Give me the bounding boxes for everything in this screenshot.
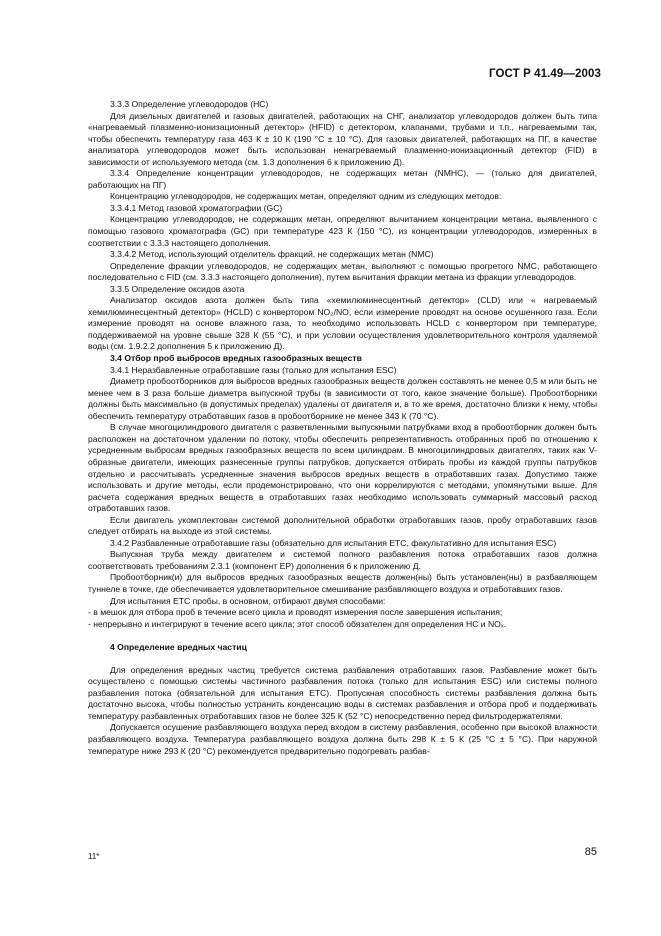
subsection-heading: 3.3.4.2 Метод, использующий отделитель фракций, не содержащих метан (NMC) (110, 249, 434, 260)
document-header: ГОСТ Р 41.49—2003 (489, 68, 601, 80)
paragraph: Концентрацию углеводородов, не содержащих метан, определяют вычитанием концентрации метана, выявленного с помощью газового хроматографа (GC) при температуре 423 К (150 °С), из концентрации углеводородов, измеренных в соответствии с 3.3.3 настоящего дополнения. (88, 214, 597, 248)
list-item: - в мешок для отбора проб в течение всего цикла и проводят измерения после завершения испытания; (88, 607, 503, 618)
paragraph: Диаметр пробоотборников для выбросов вредных газообразных веществ должен составлять не менее 0,5 м или быть не менее чем в 3 раза больше диаметра выпускной трубы (в зависимости от того, какое значение больше). Пробоотборники должны быть максимально (в допустимых пределах) удалены от двигателя и, в то же время, достаточно близки к нему, чтобы обеспечить температуру отработавших газов в пробоотборнике не менее 343 К (70 °С). (88, 376, 597, 421)
subsection-heading: 3.3.4 Определение концентрации углеводородов, не содержащих метан (NMHC), — (только для двигателей, работающих на ПГ) (88, 168, 597, 190)
paragraph: Для определения вредных частиц требуется система разбавления отработавших газов. Разбавление может быть осуществлено с помощью системы частичного разбавления потока (только для испытания ESC) или системы полного разбавления потока (обязательной для испытания ЕТС). Пропускная способность системы разбавления должна быть достаточно высока, чтобы полностью устранить конденсацию воды в системах разбавления и отбора проб и поддерживать температуру разбавленных отработавших газов не более 325 К (52 °С) непосредственно перед фильтродержателями. (88, 664, 597, 721)
page-number: 85 (584, 846, 597, 858)
document-body (88, 99, 597, 757)
list-item: - непрерывно и интегрируют в течение всего цикла; этот способ обязателен для определения НС и NOₓ. (88, 618, 507, 629)
subsection-heading: 3.4.2 Разбавленные отработавшие газы (обязательно для испытания ЕТС, факультативно для испытания ESC) (110, 537, 557, 548)
footer-signature-mark: 11* (88, 852, 100, 861)
paragraph: Концентрацию углеводородов, не содержащих метан, определяют одним из следующих методов: (110, 191, 502, 202)
section-heading: 3.4 Отбор проб выбросов вредных газообразных веществ (110, 353, 362, 364)
paragraph: Определение фракции углеводородов, не содержащих метан, выполняют с помощью прогретого NMC, работающего последовательно с FID (см. 3.3.3 настоящего дополнения), путем вычитания фракции метана из фракции углеводородов. (88, 260, 597, 283)
paragraph: Пробоотборник(и) для выбросов вредных газообразных веществ должен(ны) быть установлен(ны) в разбавляющем туннеле в точке, где обеспечивается удовлетворительное смешивание разбавляющего воздуха и отработавших газов. (88, 572, 597, 594)
subsection-heading: 3.3.5 Определение оксидов азота (110, 283, 245, 294)
subsection-heading: 3.3.3 Определение углеводородов (НС) (110, 99, 269, 109)
paragraph: Допускается осушение разбавляющего воздуха перед входом в систему разбавления, особенно при высокой влажности разбавляющего воздуха. Температура разбавляющего воздуха должна быть 298 К ± 5 К (25 °С ± 5 °С). При наружной температуре ниже 293 К (20 °С) рекомендуется предварительно подогревать разбав- (88, 722, 597, 756)
subsection-heading: 3.4.1 Неразбавленные отработавшие газы (только для испытания ESC) (110, 364, 397, 375)
paragraph: Выпускная труба между двигателем и системой полного разбавления потока отработавших газов должна соответствовать требованиям 2.3.1 (компонент ЕР) дополнения 6 к приложению Д. (88, 549, 597, 571)
paragraph: Для испытания ЕТС пробы, в основном, отбирают двумя способами: (110, 595, 386, 606)
paragraph: В случае многоцилиндрового двигателя с разветвленными выпускными патрубками вход в пробоотборник должен быть расположен на достаточном удалении по потоку, чтобы обеспечить репрезентативность отобранных проб по отношению к усредненным выбросам вредных газообразных веществ по всем цилиндрам. В многоцилиндровых двигателях, таких как V-образные двигатели, имеющих разнесенные группы патрубков, допускается отбирать пробы из каждой группы патрубков отдельно и рассчитывать усредненные значения выбросов вредных веществ в отработавших газах. Допустимо также использовать и другие методы, если продемонстрировано, что они коррелируются с методами, упомянутыми выше. Для расчета содержания вредных веществ в отработавших газах необходимо использовать суммарный массовый расход отработавших газов. (88, 422, 597, 514)
paragraph: Если двигатель укомплектован системой дополнительной обработки отработавших газов, пробу отработавших газов следует отбирать на выходе из этой системы. (88, 514, 597, 537)
paragraph: Анализатор оксидов азота должен быть типа «хемилюминесцентный детектор» (CLD) или « нагреваемый хемилюминесцентный детектор» (HCLD) с конвертором NO₂/NO, если измерение проводят на основе осушенного газа. Если измерение проводят на основе влажного газа, то необходимо использовать HCLD с конвертором при температуре, поддерживаемой на уровне свыше 328 К (55 °С), и при условии осуществления удовлетворительного контроля удаляемой воды (см. 1.9.2.2 дополнения 5 к приложению Д). (88, 295, 597, 352)
section-heading: 4 Определение вредных частиц (110, 641, 247, 652)
subsection-heading: 3.3.4.1 Метод газовой хроматографии (GC) (110, 202, 283, 213)
paragraph: Для дизельных двигателей и газовых двигателей, работающих на СНГ, анализатор углеводородов должен быть типа «нагреваемый плазменно-ионизационный детектор» (HFID) с детектором, клапанами, трубами и т.п., нагреваемыми так, чтобы обеспечить температуру газа 463 К ± 10 К (190 °С ± 10 °С). Для газовых двигателей, работающих на ПГ, в качестве анализатора углеводородов может быть использован ненагреваемый плазменно-ионизационный детектор (FID) в зависимости от используемого метода (см. 1.3 дополнения 6 к приложению Д). (88, 110, 597, 167)
